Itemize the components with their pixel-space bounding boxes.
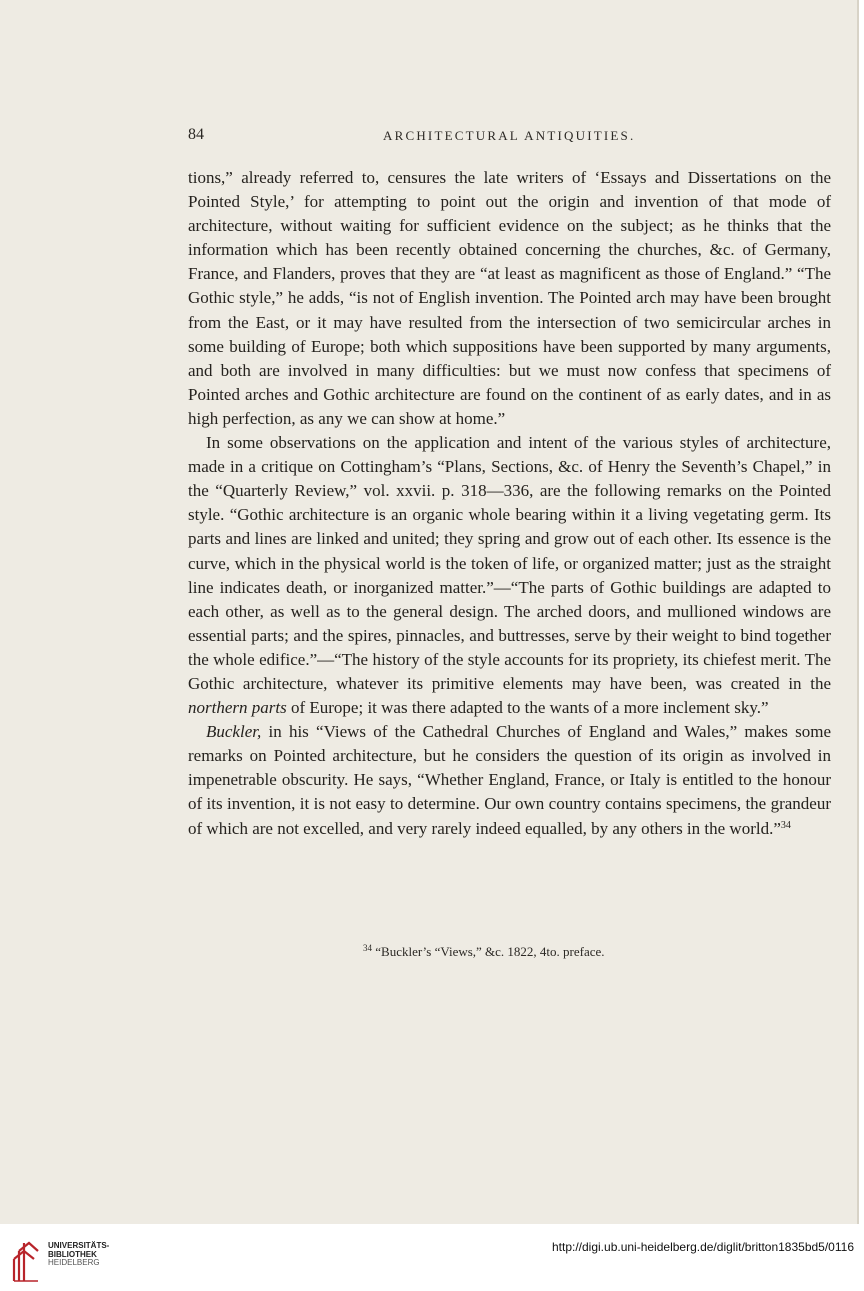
library-name xyxy=(48,1242,109,1268)
paragraph-2 xyxy=(188,431,831,720)
footnote-reference: 34 xyxy=(780,819,791,831)
library-name-line-1: UNIVERSITÄTS- xyxy=(48,1241,110,1250)
page-number: 84 xyxy=(188,126,204,143)
paragraph-2-text-before: In some observations on the application and intent of the various styles of architecture, made in a critique on Cottingham’s “Plans, Sections, &c. of Henry the Seventh’s Chapel,” in the “Quarterly Review,” vol. xxvii. p. 318—336, are the following remarks on the Pointed style. “Gothic architecture is an organic whole bearing within it a living vegetating germ. Its parts and lines are linked and united; they spring and grow out of each other. Its essence is the curve, which in the physical world is the token of life, or organized matter; just as the straight line indicates death, or inorganized matter.”—“The parts of Gothic buildings are adapted to each other, as well as to the general design. The arched doors, and mullioned windows are essential parts; and the spires, pinnacles, and buttresses, serve by their weight to bind together the whole edifice.”—“The history of the style accounts for its propriety, its chiefest merit. The Gothic architecture, whatever its primitive elements may have been, was created in the xyxy=(188,433,831,693)
footnote xyxy=(363,943,605,961)
paragraph-1 xyxy=(188,166,831,431)
body-text xyxy=(188,166,831,841)
university-library-logo-icon xyxy=(10,1235,40,1283)
paragraph-3-text: in his “Views of the Cathedral Churches of England and Wales,” makes some remarks on Pointed architecture, but he considers the question of its origin as involved in impenetrable obscurity. He says, “Whether England, France, or Italy is entitled to the honour of its invention, it is not easy to determine. Our own country contains specimens, the grandeur of which are not excelled, and very rarely indeed equalled, by any others in the world.” xyxy=(188,722,831,838)
paragraph-1-text: tions,” already referred to, censures the late writers of ‘Essays and Dissertations on the Pointed Style,’ for attempting to point out the origin and invention of that mode of architecture, without waiting for sufficient evidence on the subject; as he thinks that the information which has been recently obtained concerning the churches, &c. of Germany, France, and Flanders, proves that they are “at least as magnificent as those of England.” “The Gothic style,” he adds, “is not of English invention. The Pointed arch may have been brought from the East, or it may have resulted from the intersection of two semicircular arches in some building of Europe; both which suppositions have been supported by many arguments, and both are involved in many difficulties: but we must now confess that specimens of Pointed arches and Gothic architecture are found on the continent of as early dates, and in as high perfection, as any we can show at home.” xyxy=(188,168,831,428)
library-name-line-3: HEIDELBERG xyxy=(48,1258,100,1267)
paragraph-3-author: Buckler, xyxy=(206,722,262,742)
footer-bar xyxy=(0,1225,864,1291)
running-head xyxy=(188,125,831,145)
running-title: ARCHITECTURAL ANTIQUITIES. xyxy=(383,128,636,143)
page-edge xyxy=(857,0,859,1224)
footnote-number: 34 xyxy=(363,943,372,953)
paragraph-2-text-after: of Europe; it was there adapted to the wants of a more inclement sky.” xyxy=(286,698,769,718)
permalink-url[interactable]: http://digi.ub.uni-heidelberg.de/diglit/britton1835bd5/0116 xyxy=(551,1240,854,1254)
library-name-line-2: BIBLIOTHEK xyxy=(48,1249,97,1259)
paragraph-2-emphasis: northern parts xyxy=(188,698,287,718)
paragraph-3 xyxy=(188,720,831,840)
footnote-text: “Buckler’s “Views,” &c. 1822, 4to. preface. xyxy=(375,944,605,959)
